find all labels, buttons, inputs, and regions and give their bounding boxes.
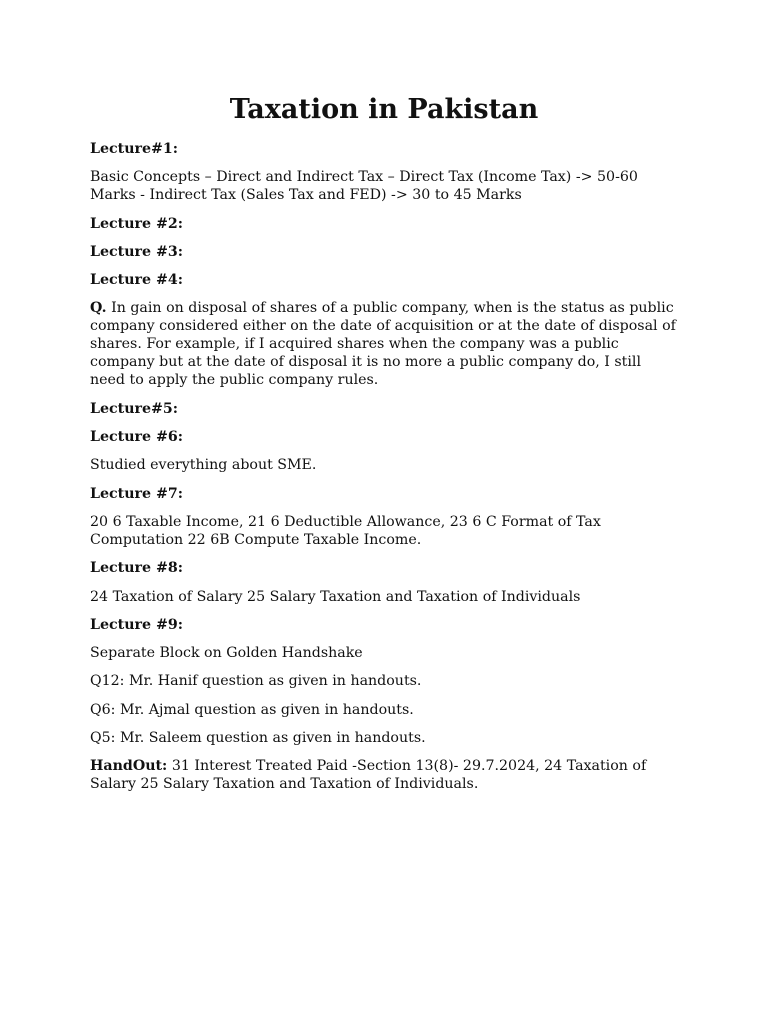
lecture-6-heading: Lecture #6: <box>90 429 183 446</box>
document-page <box>90 92 680 804</box>
handout-text: 31 Interest Treated Paid -Section 13(8)- 29.7.2024, 24 Taxation of Salary 25 Salary Taxation and Taxation of Individuals. <box>90 758 647 793</box>
lecture-7-heading: Lecture #7: <box>90 485 183 502</box>
question-text: In gain on disposal of shares of a public company, when is the status as public company considered either on the date of acquisition or at the date of disposal of shares. For example, if I acquired shares when the company was a public company but at the date of disposal it is no more a public company do, I still need to apply the public company rules. <box>90 300 676 389</box>
lecture-4-heading: Lecture #4: <box>90 272 183 289</box>
document-title: Taxation in Pakistan <box>229 94 539 125</box>
handout-lead: HandOut: <box>90 758 168 775</box>
lecture-6-text: Studied everything about SME. <box>90 457 317 474</box>
lecture-5-heading: Lecture#5: <box>90 400 179 417</box>
lecture-9-heading: Lecture #9: <box>90 616 183 633</box>
q5-text: Q5: Mr. Saleem question as given in handouts. <box>90 730 426 747</box>
lecture-1-heading: Lecture#1: <box>90 141 179 157</box>
handout-paragraph <box>90 757 680 793</box>
q6-text: Q6: Mr. Ajmal question as given in handouts. <box>90 701 414 718</box>
lecture-2-heading: Lecture #2: <box>90 215 183 232</box>
q12-text: Q12: Mr. Hanif question as given in handouts. <box>90 673 422 690</box>
lecture-8-heading: Lecture #8: <box>90 560 183 577</box>
lecture-9-text: Separate Block on Golden Handshake <box>90 645 363 662</box>
question-paragraph <box>90 299 680 389</box>
question-lead: Q. <box>90 300 107 317</box>
lecture-3-heading: Lecture #3: <box>90 243 183 260</box>
lecture-1-text: Basic Concepts – Direct and Indirect Tax – Direct Tax (Income Tax) -> 50-60 Marks - Indirect Tax (Sales Tax and FED) -> 30 to 45 Marks <box>90 169 638 204</box>
lecture-7-text: 20 6 Taxable Income, 21 6 Deductible Allowance, 23 6 C Format of Tax Computation 22 6B Compute Taxable Income. <box>90 513 601 548</box>
lecture-8-text: 24 Taxation of Salary 25 Salary Taxation and Taxation of Individuals <box>90 588 581 605</box>
